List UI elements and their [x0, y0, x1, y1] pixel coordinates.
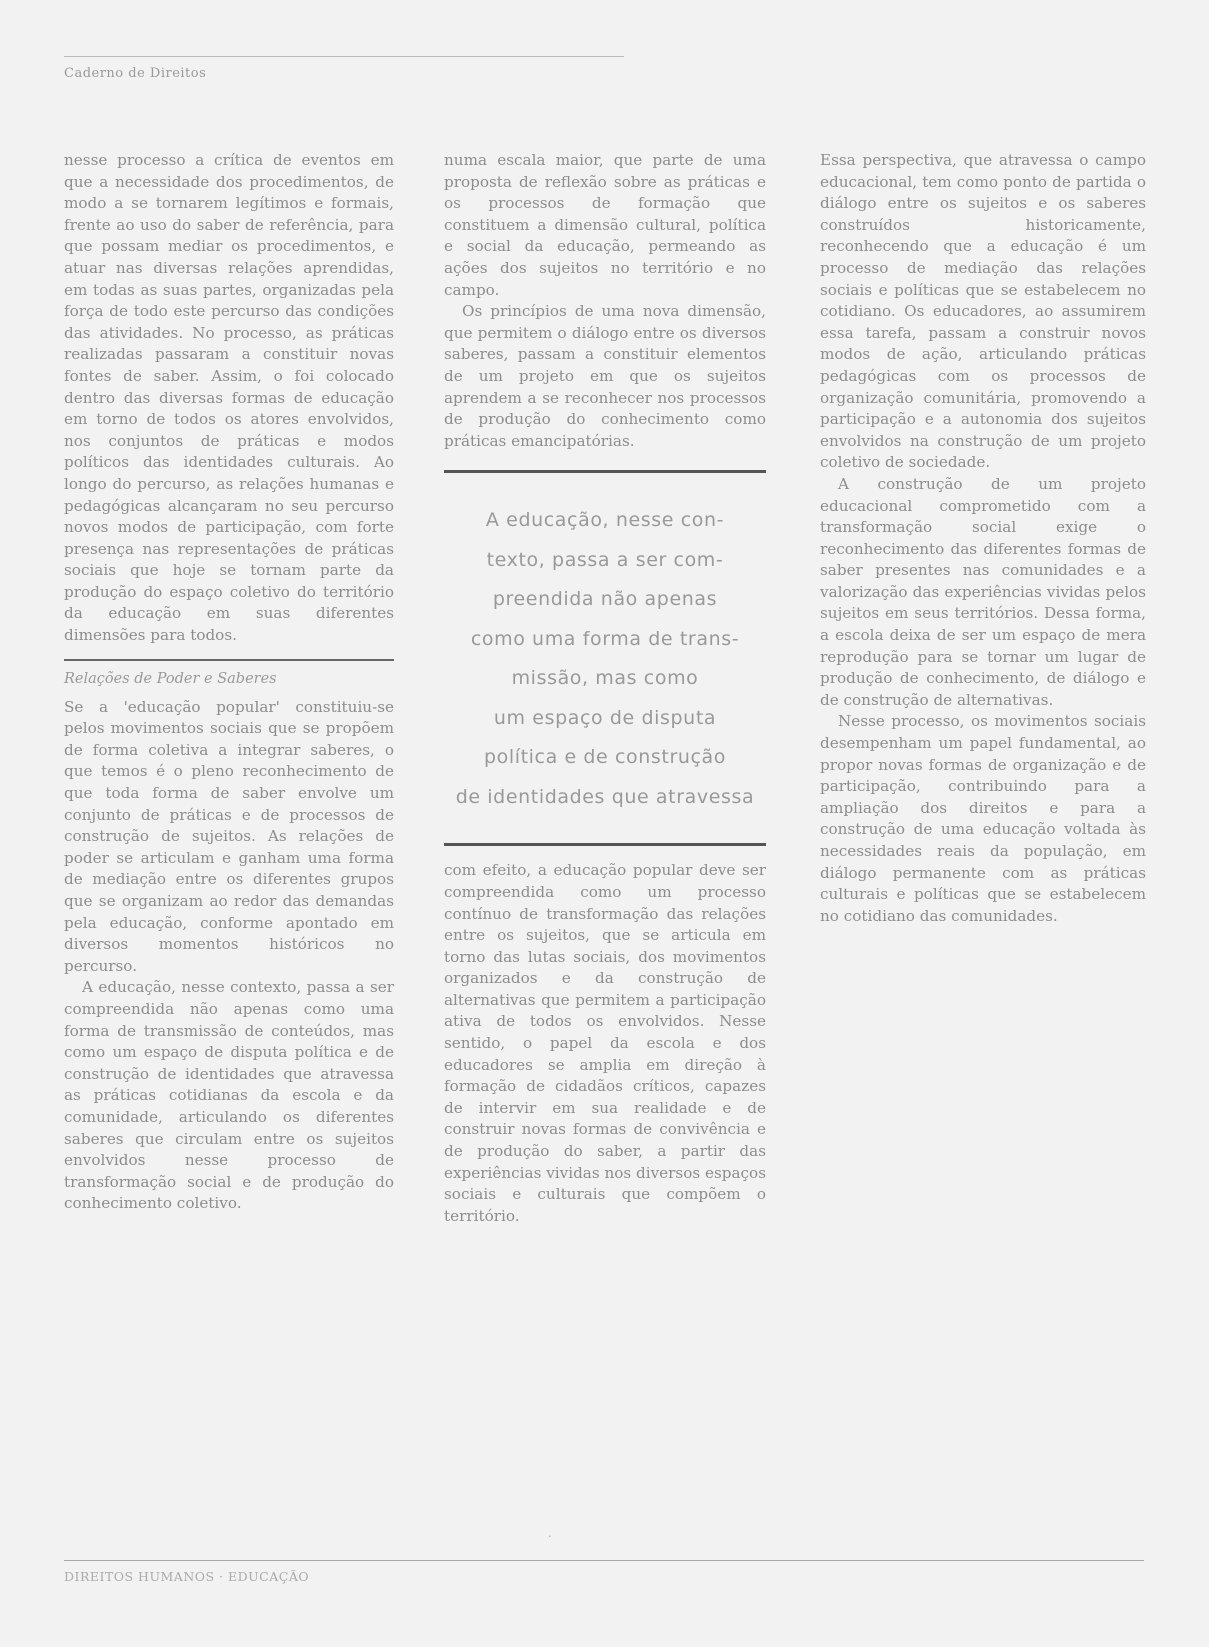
body-paragraph: Se a 'educação popular' constituiu-se pelos movimentos sociais que se propõem de forma coletiva a integrar saberes, o que temos é o pleno reconhecimento de que toda forma de saber envolve um conjunto de práticas e de processos de construção de sujeitos. As relações de poder se articulam e ganham uma forma de mediação entre os diferentes grupos que se organizam ao redor das demandas pela educação, conforme apontado em diversos momentos históricos no percurso. [64, 697, 394, 975]
column-3 [820, 150, 1146, 927]
pullquote-line: texto, passa a ser com- [486, 548, 724, 571]
section-heading: Relações de Poder e Saberes [64, 670, 277, 687]
pullquote-line: missão, mas como [511, 667, 699, 690]
column-2 [444, 150, 766, 1227]
column-1 [64, 150, 394, 1215]
pullquote-line: política e de construção [483, 746, 727, 769]
pullquote-rule-bottom [444, 843, 766, 846]
footer-text: DIREITOS HUMANOS · EDUCAÇÃO [64, 1569, 310, 1584]
body-paragraph: nesse processo a crítica de eventos em que a necessidade dos procedimentos, de modo a se tornarem legítimos e formais, frente ao uso do saber de referência, para que possam mediar os procedimentos, e atuar nas diversas relações aprendidas, em todas as suas partes, organizadas pela força de todo este percurso das condições das atividades. No processo, as práticas realizadas passaram a constituir novas fontes de saber. Assim, o foi colocado dentro das diversas formas de educação em torno de todos os atores envolvidos, nos conjuntos de práticas e modos políticos das identidades culturais. Ao longo do percurso, as relações humanas e pedagógicas alcançaram no seu percurso novos modos de participação, com forte presença nas representações de práticas sociais que hoje se tornam parte da produção do espaço coletivo do território da educação em suas diferentes dimensões para todos. [64, 151, 394, 645]
pullquote-line: como uma forma de trans- [470, 627, 740, 650]
section-rule [64, 659, 394, 661]
header-rule [64, 56, 624, 57]
page-mark: · [548, 1530, 552, 1543]
pullquote-line: de identidades que atravessa [455, 785, 755, 808]
pullquote-line: A educação, nesse con- [485, 509, 725, 532]
body-paragraph: Essa perspectiva, que atravessa o campo educacional, tem como ponto de partida o diálogo entre os sujeitos e os saberes construídos historicamente, reconhecendo que a educação é um processo de mediação das relações sociais e políticas que se estabelecem no cotidiano. Os educadores, ao assumirem essa tarefa, passam a construir novos modos de ação, articulando práticas pedagógicas com os processos de organização comunitária, promovendo a participação e a autonomia dos sujeitos envolvidos na construção de um projeto coletivo de sociedade. [820, 151, 1146, 472]
body-paragraph: A construção de um projeto educacional comprometido com a transformação social exige o reconhecimento das diferentes formas de saber presentes nas comunidades e a valorização das experiências vividas pelos sujeitos em seus territórios. Dessa forma, a escola deixa de ser um espaço de mera reprodução para se tornar um lugar de produção de conhecimento, de diálogo e de construção de alternativas. [820, 474, 1146, 709]
body-paragraph: Os princípios de uma nova dimensão, que permitem o diálogo entre os diversos saberes, passam a constituir elementos de um projeto em que os sujeitos aprendem a se reconhecer nos processos de produção do conhecimento como práticas emancipatórias. [444, 302, 766, 450]
running-head: Caderno de Direitos [64, 66, 207, 81]
body-paragraph: numa escala maior, que parte de uma proposta de reflexão sobre as práticas e os processos de formação que constituem a dimensão cultural, política e social da educação, permeando as ações dos sujeitos no território e no campo. [444, 151, 766, 299]
pullquote [444, 473, 766, 843]
body-paragraph: com efeito, a educação popular deve ser compreendida como um processo contínuo de transformação das relações entre os sujeitos, que se articula em torno das lutas sociais, dos movimentos organizados e da construção de alternativas que permitem a participação ativa de todos os envolvidos. Nesse sentido, o papel da escola e dos educadores se amplia em direção à formação de cidadãos críticos, capazes de intervir em sua realidade e de construir novas formas de convivência e de produção do saber, a partir das experiências vividas nos diversos espaços sociais e culturais que compõem o território. [444, 861, 766, 1225]
pullquote-line: um espaço de disputa [493, 706, 717, 729]
body-paragraph: A educação, nesse contexto, passa a ser compreendida não apenas como uma forma de transmissão de conteúdos, mas como um espaço de disputa política e de construção de identidades que atravessa as práticas cotidianas da escola e da comunidade, articulando os diferentes saberes que circulam entre os sujeitos envolvidos nesse processo de transformação social e de produção do conhecimento coletivo. [64, 978, 394, 1213]
body-paragraph: Nesse processo, os movimentos sociais desempenham um papel fundamental, ao propor novas formas de organização e de participação, contribuindo para a ampliação dos direitos e para a construção de uma educação voltada às necessidades reais da população, em diálogo permanente com as práticas culturais e políticas que se estabelecem no cotidiano das comunidades. [820, 712, 1146, 925]
footer-rule [64, 1560, 1144, 1561]
pullquote-line: preendida não apenas [492, 588, 718, 611]
